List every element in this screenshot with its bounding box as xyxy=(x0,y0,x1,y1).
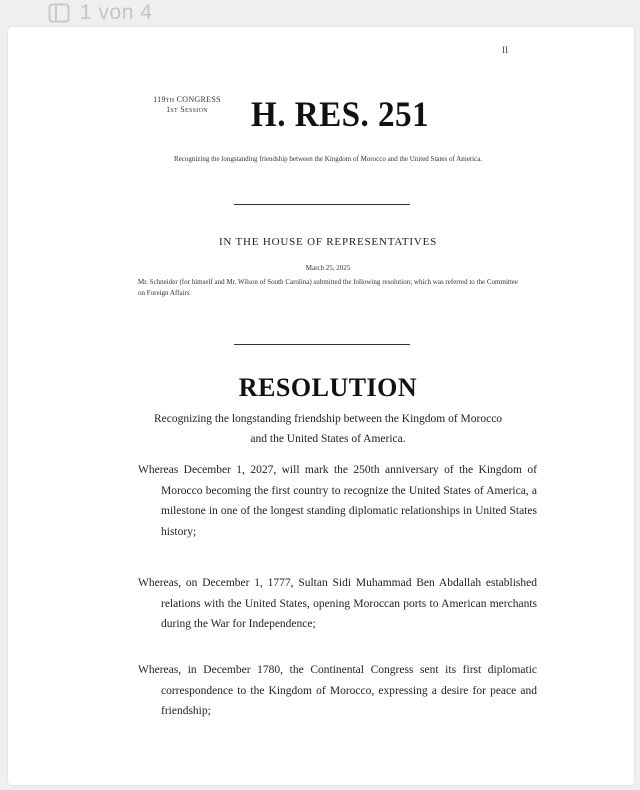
whereas-clause: Whereas, in December 1780, the Continental Congress sent its first diplomatic correspondence to the Kingdom of Morocco, expressing a desire for peace and friendship; xyxy=(138,664,537,717)
sidebar-pages-icon[interactable] xyxy=(48,3,70,23)
sponsor-statement: Mr. Schneider (for himself and Mr. Wilson of South Carolina) submitted the following resolution; which was referred to the Committee on Foreign Affairs xyxy=(138,278,518,297)
document-page xyxy=(8,27,634,785)
whereas-clause: Whereas December 1, 2027, will mark the 250th anniversary of the Kingdom of Morocco becoming the first country to recognize the United States of America, a milestone in one of the longest standing diplomatic relationships in United States history; xyxy=(138,464,537,538)
resolution-title: Recognizing the longstanding friendship between the Kingdom of Morocco and the United States of America. xyxy=(153,413,503,445)
resolution-heading: RESOLUTION xyxy=(238,373,418,402)
session-line: 1st Session xyxy=(166,105,208,114)
short-title: Recognizing the longstanding friendship between the Kingdom of Morocco and the United States of America. xyxy=(173,155,483,163)
congress-session xyxy=(133,95,241,115)
page-number: II xyxy=(502,45,508,55)
viewer-toolbar xyxy=(0,0,640,28)
chamber-heading: IN THE HOUSE OF REPRESENTATIVES xyxy=(218,236,438,248)
page-indicator[interactable] xyxy=(48,1,152,25)
whereas-clause: Whereas, on December 1, 1777, Sultan Sidi Muhammad Ben Abdallah established relations with the United States, opening Moroccan ports to American merchants during the War for Independence; xyxy=(138,577,537,630)
introduction-date: March 25, 2025 xyxy=(305,264,351,272)
bill-number: H. RES. 251 xyxy=(251,94,430,134)
page-indicator-label: 1 von 4 xyxy=(80,1,153,24)
divider-bottom xyxy=(234,344,410,345)
congress-line: 119th CONGRESS xyxy=(153,95,221,104)
bill-header xyxy=(133,93,533,137)
divider-top xyxy=(234,204,410,205)
